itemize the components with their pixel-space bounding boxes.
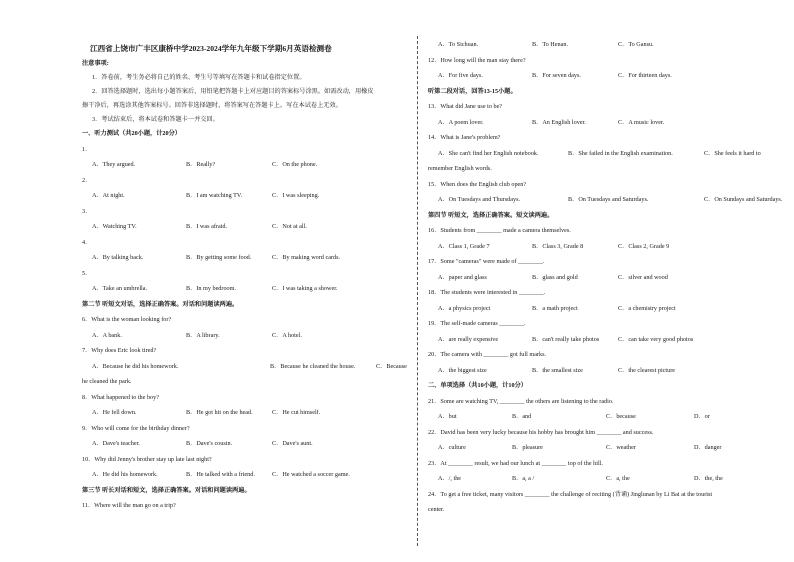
answer-option: C．I was sleeping. bbox=[272, 192, 320, 199]
answer-option: C．a, the bbox=[606, 475, 630, 482]
answer-option: A．A bank. bbox=[92, 331, 122, 339]
answer-option: A．They argued. bbox=[92, 161, 136, 168]
question-text: 15．When does the English club open? bbox=[428, 180, 527, 188]
answer-option: D．danger bbox=[694, 444, 722, 451]
answer-option: C．a chemistry project bbox=[618, 304, 676, 312]
answer-option: C．Dave's aunt. bbox=[272, 440, 313, 447]
answer-option: B．To Henan. bbox=[532, 41, 568, 48]
answer-option: A．On Tuesdays and Thursdays. bbox=[438, 196, 521, 203]
answer-option: B．a math project bbox=[532, 304, 578, 312]
answer-option: A．/, the bbox=[438, 475, 462, 482]
answer-option: C．A music lover. bbox=[618, 118, 665, 126]
answer-option: B．pleasure bbox=[512, 444, 543, 451]
question-text: 5． bbox=[82, 269, 92, 277]
section-heading: 二、单项选择（共10小题，计10分） bbox=[428, 382, 527, 389]
question-text: he cleaned the park. bbox=[82, 378, 132, 385]
question-text: center. bbox=[428, 506, 445, 513]
answer-option: C．He watched a soccer game. bbox=[272, 471, 350, 478]
answer-option: B．He talked with a friend. bbox=[186, 471, 255, 478]
section-heading: 听第二段对话，回答13-15小题。 bbox=[428, 87, 517, 95]
answer-option: C．On Sundays and Saturdays. bbox=[704, 196, 783, 203]
answer-option: B．By getting some food. bbox=[186, 254, 252, 261]
answer-option: C．To Gansu. bbox=[618, 41, 654, 48]
answer-option: B．Really? bbox=[186, 161, 216, 168]
answer-option: A．She can't find her English notebook. bbox=[438, 149, 539, 157]
answer-option: B．a, a / bbox=[512, 475, 535, 482]
question-text: 13．What did Jane use to be? bbox=[428, 103, 503, 110]
answer-option: A．are really expensive bbox=[438, 335, 499, 343]
answer-option: B．I was afraid. bbox=[186, 223, 228, 230]
question-text: 21．Some are watching TV, ________ the others are listening to the radio. bbox=[428, 397, 614, 405]
answer-option: A．the biggest size bbox=[438, 366, 487, 374]
question-text: 6．What is the woman looking for? bbox=[82, 316, 172, 323]
answer-option: C．For thirteen days. bbox=[618, 72, 672, 79]
answer-option: C．Class 2, Grade 9 bbox=[618, 242, 670, 250]
answer-option: A．He fell down. bbox=[92, 409, 137, 416]
answer-option: B．He got hit on the head. bbox=[186, 409, 253, 416]
question-text: 3． bbox=[82, 207, 92, 215]
question-text: 2． bbox=[82, 176, 92, 184]
answer-option: C．By making word cards. bbox=[272, 254, 341, 261]
question-text: 24．To get a free ticket, many visitors ________ the challenge of reciting (背诵) Jinglunan by Li Bai at the tourist bbox=[428, 490, 713, 498]
answer-option: A．culture bbox=[438, 444, 466, 451]
answer-option: C．because bbox=[606, 413, 636, 420]
answer-option: A．He did his homework. bbox=[92, 471, 158, 478]
section-heading: 第四节 听短文，选择正确答案。短文读两遍。 bbox=[428, 211, 554, 219]
answer-option: B．I am watching TV. bbox=[186, 192, 243, 199]
answer-option: B．Class 3, Grade 8 bbox=[532, 242, 584, 250]
answer-option: A．A poem lover. bbox=[438, 118, 484, 126]
answer-option: A．Watching TV. bbox=[92, 223, 137, 230]
answer-option: B．For seven days. bbox=[532, 72, 581, 79]
question-text: remember English words. bbox=[428, 165, 492, 172]
answer-option: A．To Sichuan. bbox=[438, 41, 479, 48]
answer-option: B．can't really take photos bbox=[532, 335, 600, 343]
question-text: 11．Where will the man go on a trip? bbox=[82, 502, 176, 509]
question-text: 4． bbox=[82, 238, 92, 246]
answer-option: A．For five days. bbox=[438, 72, 483, 79]
section-heading: 第二节 听短文对话，选择正确答案。对话和问题读两遍。 bbox=[82, 300, 239, 308]
answer-option: A．Class 1, Grade 7 bbox=[438, 242, 490, 250]
question-text: 10．Why did Jenny's brother stay up late last night? bbox=[82, 455, 212, 463]
answer-option: B．and bbox=[512, 413, 532, 420]
answer-option: A．but bbox=[438, 413, 457, 420]
section-heading: 一、听力测试（共20小题，计20分） bbox=[82, 130, 181, 137]
answer-option: C．weather bbox=[606, 444, 636, 451]
question-text: 14．What is Jane's problem? bbox=[428, 134, 501, 141]
answer-option: A．Because he did his homework. bbox=[92, 362, 179, 370]
question-text: 23．At ________ result, we had our lunch at ________ top of the hill. bbox=[428, 459, 603, 467]
answer-option: A．a physics project bbox=[438, 304, 491, 312]
question-text: 19．The self-made cameras ________. bbox=[428, 320, 526, 327]
column-divider bbox=[417, 36, 418, 546]
answer-option: C．On the phone. bbox=[272, 161, 318, 168]
answer-option: B．glass and gold bbox=[532, 273, 578, 281]
answer-option: B．In my bedroom. bbox=[186, 285, 237, 292]
answer-option: B．the smallest size bbox=[532, 366, 583, 374]
notice-line: 3．考试结束后，将本试卷和答题卡一并交回。 bbox=[92, 116, 219, 123]
answer-option: C．I was taking a shower. bbox=[272, 285, 338, 292]
answer-option: C．the clearest picture bbox=[618, 366, 676, 374]
answer-option: C．Not at all. bbox=[272, 223, 307, 230]
notice-line: 1．答卷前，考生务必将自己的姓名、考生号等填写在答题卡和试卷指定位置。 bbox=[92, 74, 306, 81]
answer-option: C．Because bbox=[376, 362, 407, 370]
answer-option: A．paper and glass bbox=[438, 273, 487, 281]
answer-option: A．By talking back. bbox=[92, 254, 144, 261]
question-text: 8．What happened to the boy? bbox=[82, 393, 159, 401]
answer-option: C．He cut himself. bbox=[272, 409, 321, 416]
notice-line: 擦干净后，再选涂其他答案标号。回答非选择题时，将答案写在答题卡上。写在本试卷上无效。 bbox=[82, 102, 342, 109]
question-text: 17．Some "cameras" were made of ________. bbox=[428, 258, 545, 265]
answer-option: B．A library. bbox=[186, 331, 220, 339]
answer-option: B．She failed in the English examination. bbox=[568, 149, 673, 157]
question-text: 9．Who will come for the birthday dinner? bbox=[82, 424, 190, 432]
answer-option: C．She feels it hard to bbox=[704, 149, 761, 157]
question-text: 16．Students from ________ made a camera themselves. bbox=[428, 227, 571, 234]
question-text: 20．The camera with ________ got full marks. bbox=[428, 351, 547, 358]
section-heading: 第三节 听长对话和短文，选择正确答案。对话和问题读两遍。 bbox=[82, 486, 251, 494]
exam-title: 江西省上饶市广丰区康桥中学2023-2024学年九年级下学期6月英语检测卷 bbox=[90, 44, 332, 53]
question-text: 7．Why does Eric look tired? bbox=[82, 347, 157, 354]
answer-option: C．A hotel. bbox=[272, 331, 302, 339]
answer-option: B．Dave's cousin. bbox=[186, 440, 233, 447]
notice-heading: 注意事项: bbox=[82, 60, 109, 67]
question-text: 18．The students were interested in ________. bbox=[428, 289, 546, 296]
answer-option: D．or bbox=[694, 413, 710, 420]
answer-option: A．Take an umbrella. bbox=[92, 285, 148, 292]
question-text: 22．David has been very lucky because his hobby has brought him ________ and success. bbox=[428, 428, 654, 436]
answer-option: B．On Tuesdays and Saturdays. bbox=[568, 196, 649, 203]
question-text: 1． bbox=[82, 145, 92, 153]
notice-line: 2．回答选择题时，选出每小题答案后，用铅笔把答题卡上对应题目的答案标号涂黑。如需改动，用橡皮 bbox=[92, 88, 374, 95]
answer-option: A．At night. bbox=[92, 192, 125, 199]
answer-option: C．silver and wood bbox=[618, 273, 668, 281]
answer-option: D．the, the bbox=[694, 475, 723, 482]
answer-option: C．can take very good photos bbox=[618, 335, 694, 343]
question-text: 12．How long will the man stay there? bbox=[428, 56, 526, 64]
answer-option: B．An English lover. bbox=[532, 118, 586, 126]
answer-option: B．Because he cleaned the house. bbox=[270, 362, 356, 370]
answer-option: A．Dave's teacher. bbox=[92, 440, 140, 447]
